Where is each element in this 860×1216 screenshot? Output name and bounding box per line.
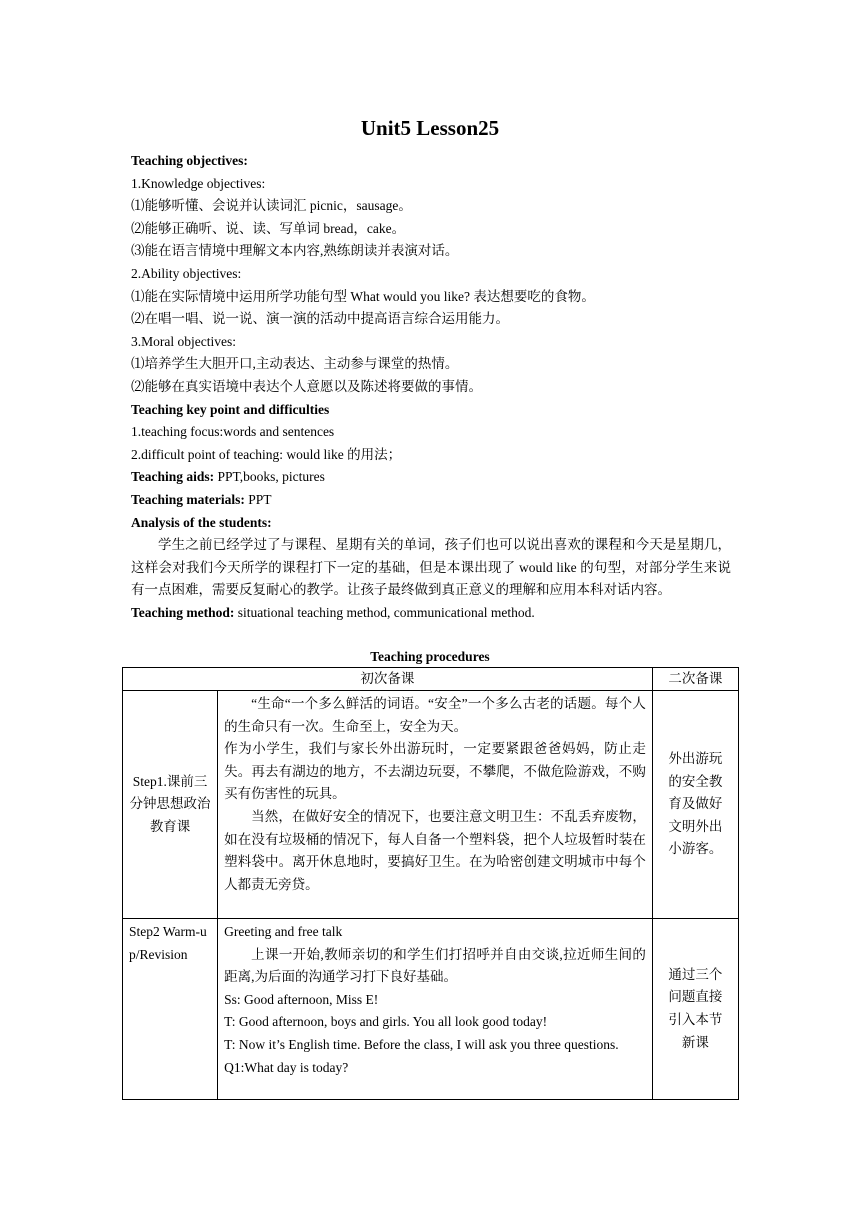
step2-line-1: Greeting and free talk bbox=[224, 924, 343, 939]
step1-note-cell bbox=[652, 691, 738, 919]
table-row-step1 bbox=[123, 691, 739, 919]
materials-value: PPT bbox=[244, 491, 272, 507]
step1-label-cell bbox=[123, 691, 218, 919]
step1-label: Step1.课前三分钟思想政治教育课 bbox=[129, 773, 211, 834]
step2-line-2: 上课一开始,教师亲切的和学生们打招呼并自由交谈,拉近师生间的距离,为后面的沟通学习打下良好基础。 bbox=[224, 946, 646, 985]
moral-item-2: ⑵能够在真实语境中表达个人意愿以及陈述将要做的事情。 bbox=[131, 378, 482, 394]
teaching-aids bbox=[131, 466, 731, 489]
method-label: Teaching method: bbox=[131, 604, 235, 620]
teaching-method bbox=[131, 602, 731, 625]
method-value: situational teaching method, communicational method. bbox=[234, 604, 535, 620]
step2-line-3: Ss: Good afternoon, Miss E! bbox=[224, 991, 379, 1007]
objectives-heading: Teaching objectives: bbox=[131, 153, 248, 168]
header-second-prep: 二次备课 bbox=[652, 668, 738, 691]
knowledge-item-3: ⑶能在语言情境中理解文本内容,熟练朗读并表演对话。 bbox=[131, 243, 459, 259]
step2-note: 通过三个问题直接引入本节新课 bbox=[668, 966, 723, 1050]
step1-content-cell bbox=[218, 691, 653, 919]
procedures-table bbox=[122, 667, 739, 1100]
difficult-point: 2.difficult point of teaching: would like 的用法； bbox=[131, 446, 402, 462]
aids-value: PPT,books, pictures bbox=[214, 469, 325, 485]
table-row-step2 bbox=[123, 919, 739, 1100]
knowledge-item-2: ⑵能够正确听、说、读、写单词 bread，cake。 bbox=[131, 220, 406, 236]
ability-item-2: ⑵在唱一唱、说一说、演一演的活动中提高语言综合运用能力。 bbox=[131, 311, 509, 327]
step1-paragraph-1: “生命“一个多么鲜活的词语。“安全”一个多么古老的话题。每个人的生命只有一次。生命至上，安全为天。 bbox=[224, 696, 646, 734]
moral-heading: 3.Moral objectives: bbox=[131, 333, 236, 349]
procedures-title: Teaching procedures bbox=[370, 649, 490, 664]
step2-content-cell bbox=[218, 919, 653, 1100]
header-first-prep: 初次备课 bbox=[123, 668, 653, 691]
step2-content bbox=[218, 919, 652, 1081]
step1-note: 外出游玩的安全教育及做好文明外出小游客。 bbox=[668, 751, 723, 857]
step1-paragraph-2: 作为小学生，我们与家长外出游玩时，一定要紧跟爸爸妈妈，防止走失。再去有湖边的地方，不去湖边玩耍，不攀爬，不做危险游戏，不购买有伤害性的玩具。 bbox=[224, 741, 646, 802]
table-header-row bbox=[123, 668, 739, 691]
ability-heading: 2.Ability objectives: bbox=[131, 265, 242, 281]
key-points-heading: Teaching key point and difficulties bbox=[131, 401, 330, 417]
analysis-text: 学生之前已经学过了与课程、星期有关的单词，孩子们也可以说出喜欢的课程和今天是星期几，这样会对我们今天所学的课程打下一定的基础，但是本课出现了 would like 的句型，对部分学生来说有一点困难，需要反复耐心的教学。让孩子最终做到真正意义的理解和应用本科对话内容。 bbox=[131, 537, 731, 598]
step2-line-4: T: Good afternoon, boys and girls. You all look good today! bbox=[224, 1014, 548, 1030]
ability-item-1: ⑴能在实际情境中运用所学功能句型 What would you like? 表达想要吃的食物。 bbox=[131, 288, 595, 304]
teaching-materials bbox=[131, 489, 731, 512]
step2-label: Step2 Warm-up/Revision bbox=[129, 924, 207, 962]
step2-label-cell bbox=[123, 919, 218, 1100]
step2-line-5: T: Now it’s English time. Before the class, I will ask you three questions. bbox=[224, 1036, 619, 1052]
aids-label: Teaching aids: bbox=[131, 469, 215, 485]
step1-paragraph-3: 当然，在做好安全的情况下，也要注意文明卫生：不乱丢弃废物，如在没有垃圾桶的情况下，每人自备一个塑料袋，把个人垃圾暂时装在塑料袋中。离开休息地时，要搞好卫生。在为哈密创建文明城市中每个人都责无旁贷。 bbox=[224, 808, 646, 892]
step1-content bbox=[218, 691, 652, 898]
teaching-focus: 1.teaching focus:words and sentences bbox=[131, 424, 335, 440]
step2-line-6: Q1:What day is today? bbox=[224, 1059, 349, 1075]
step2-note-cell bbox=[652, 919, 738, 1100]
knowledge-heading: 1.Knowledge objectives: bbox=[131, 175, 266, 191]
knowledge-item-1: ⑴能够听懂、会说并认读词汇 picnic，sausage。 bbox=[131, 198, 412, 214]
page-title: Unit5 Lesson25 bbox=[360, 116, 500, 140]
analysis-heading: Analysis of the students: bbox=[131, 514, 272, 530]
moral-item-1: ⑴培养学生大胆开口,主动表达、主动参与课堂的热情。 bbox=[131, 356, 459, 372]
materials-label: Teaching materials: bbox=[131, 491, 245, 507]
lesson-body bbox=[131, 150, 731, 624]
